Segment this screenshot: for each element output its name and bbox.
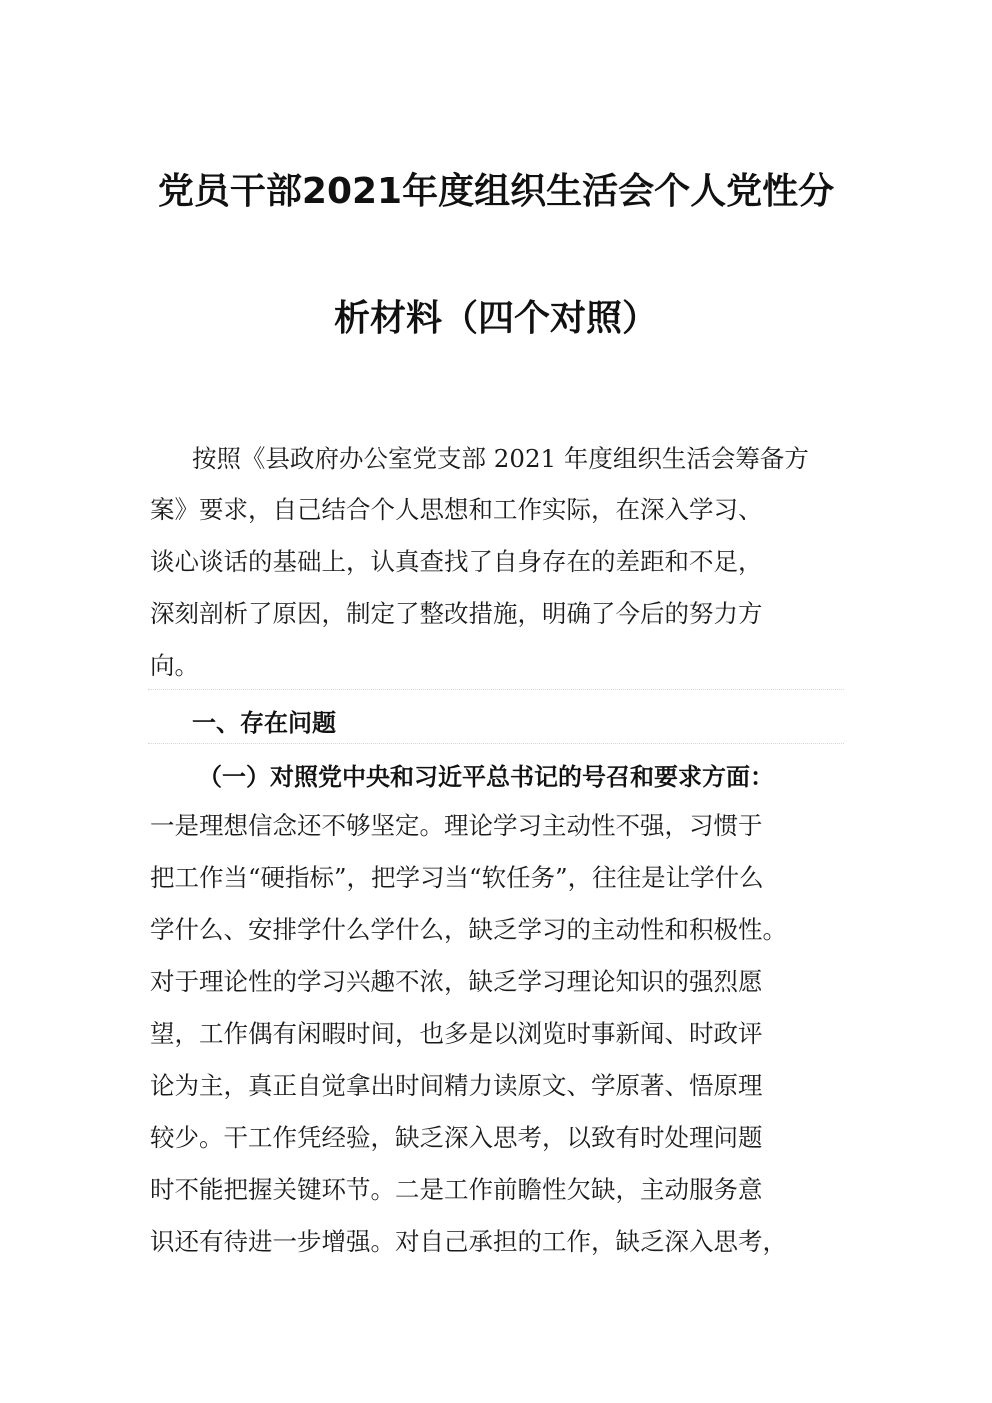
subsection-heading: （一）对照党中央和习近平总书记的号召和要求方面： xyxy=(198,763,774,791)
divider xyxy=(148,689,844,690)
body-line: 学什么、安排学什么学什么，缺乏学习的主动性和积极性。 xyxy=(150,915,787,944)
body-line: 论为主，真正自觉拿出时间精力读原文、学原著、悟原理 xyxy=(150,1071,763,1100)
document-title-line-2: 析材料（四个对照） xyxy=(333,298,658,339)
body-line: 较少。干工作凭经验，缺乏深入思考，以致有时处理问题 xyxy=(150,1123,763,1152)
body-line: 时不能把握关键环节。二是工作前瞻性欠缺，主动服务意 xyxy=(150,1175,763,1204)
divider xyxy=(148,743,844,744)
body-line: 对于理论性的学习兴趣不浓，缺乏学习理论知识的强烈愿 xyxy=(150,967,763,996)
body-line: 望，工作偶有闲暇时间，也多是以浏览时事新闻、时政评 xyxy=(150,1019,763,1048)
body-line: 识还有待进一步增强。对自己承担的工作，缺乏深入思考， xyxy=(150,1227,787,1256)
body-line: 一是理想信念还不够坚定。理论学习主动性不强，习惯于 xyxy=(150,811,763,840)
intro-line: 按照《县政府办公室党支部 2021 年度组织生活会筹备方 xyxy=(192,444,809,473)
body-line: 把工作当“硬指标”，把学习当“软任务”，往往是让学什么 xyxy=(150,863,764,892)
intro-line: 案》要求，自己结合个人思想和工作实际，在深入学习、 xyxy=(150,495,763,524)
intro-line: 谈心谈话的基础上，认真查找了自身存在的差距和不足， xyxy=(150,547,763,576)
document-title-line-1: 党员干部2021年度组织生活会个人党性分 xyxy=(157,171,835,212)
intro-line: 深刻剖析了原因，制定了整改措施，明确了今后的努力方 xyxy=(150,599,763,628)
section-heading: 一、存在问题 xyxy=(192,709,336,737)
intro-line: 向。 xyxy=(150,651,199,680)
